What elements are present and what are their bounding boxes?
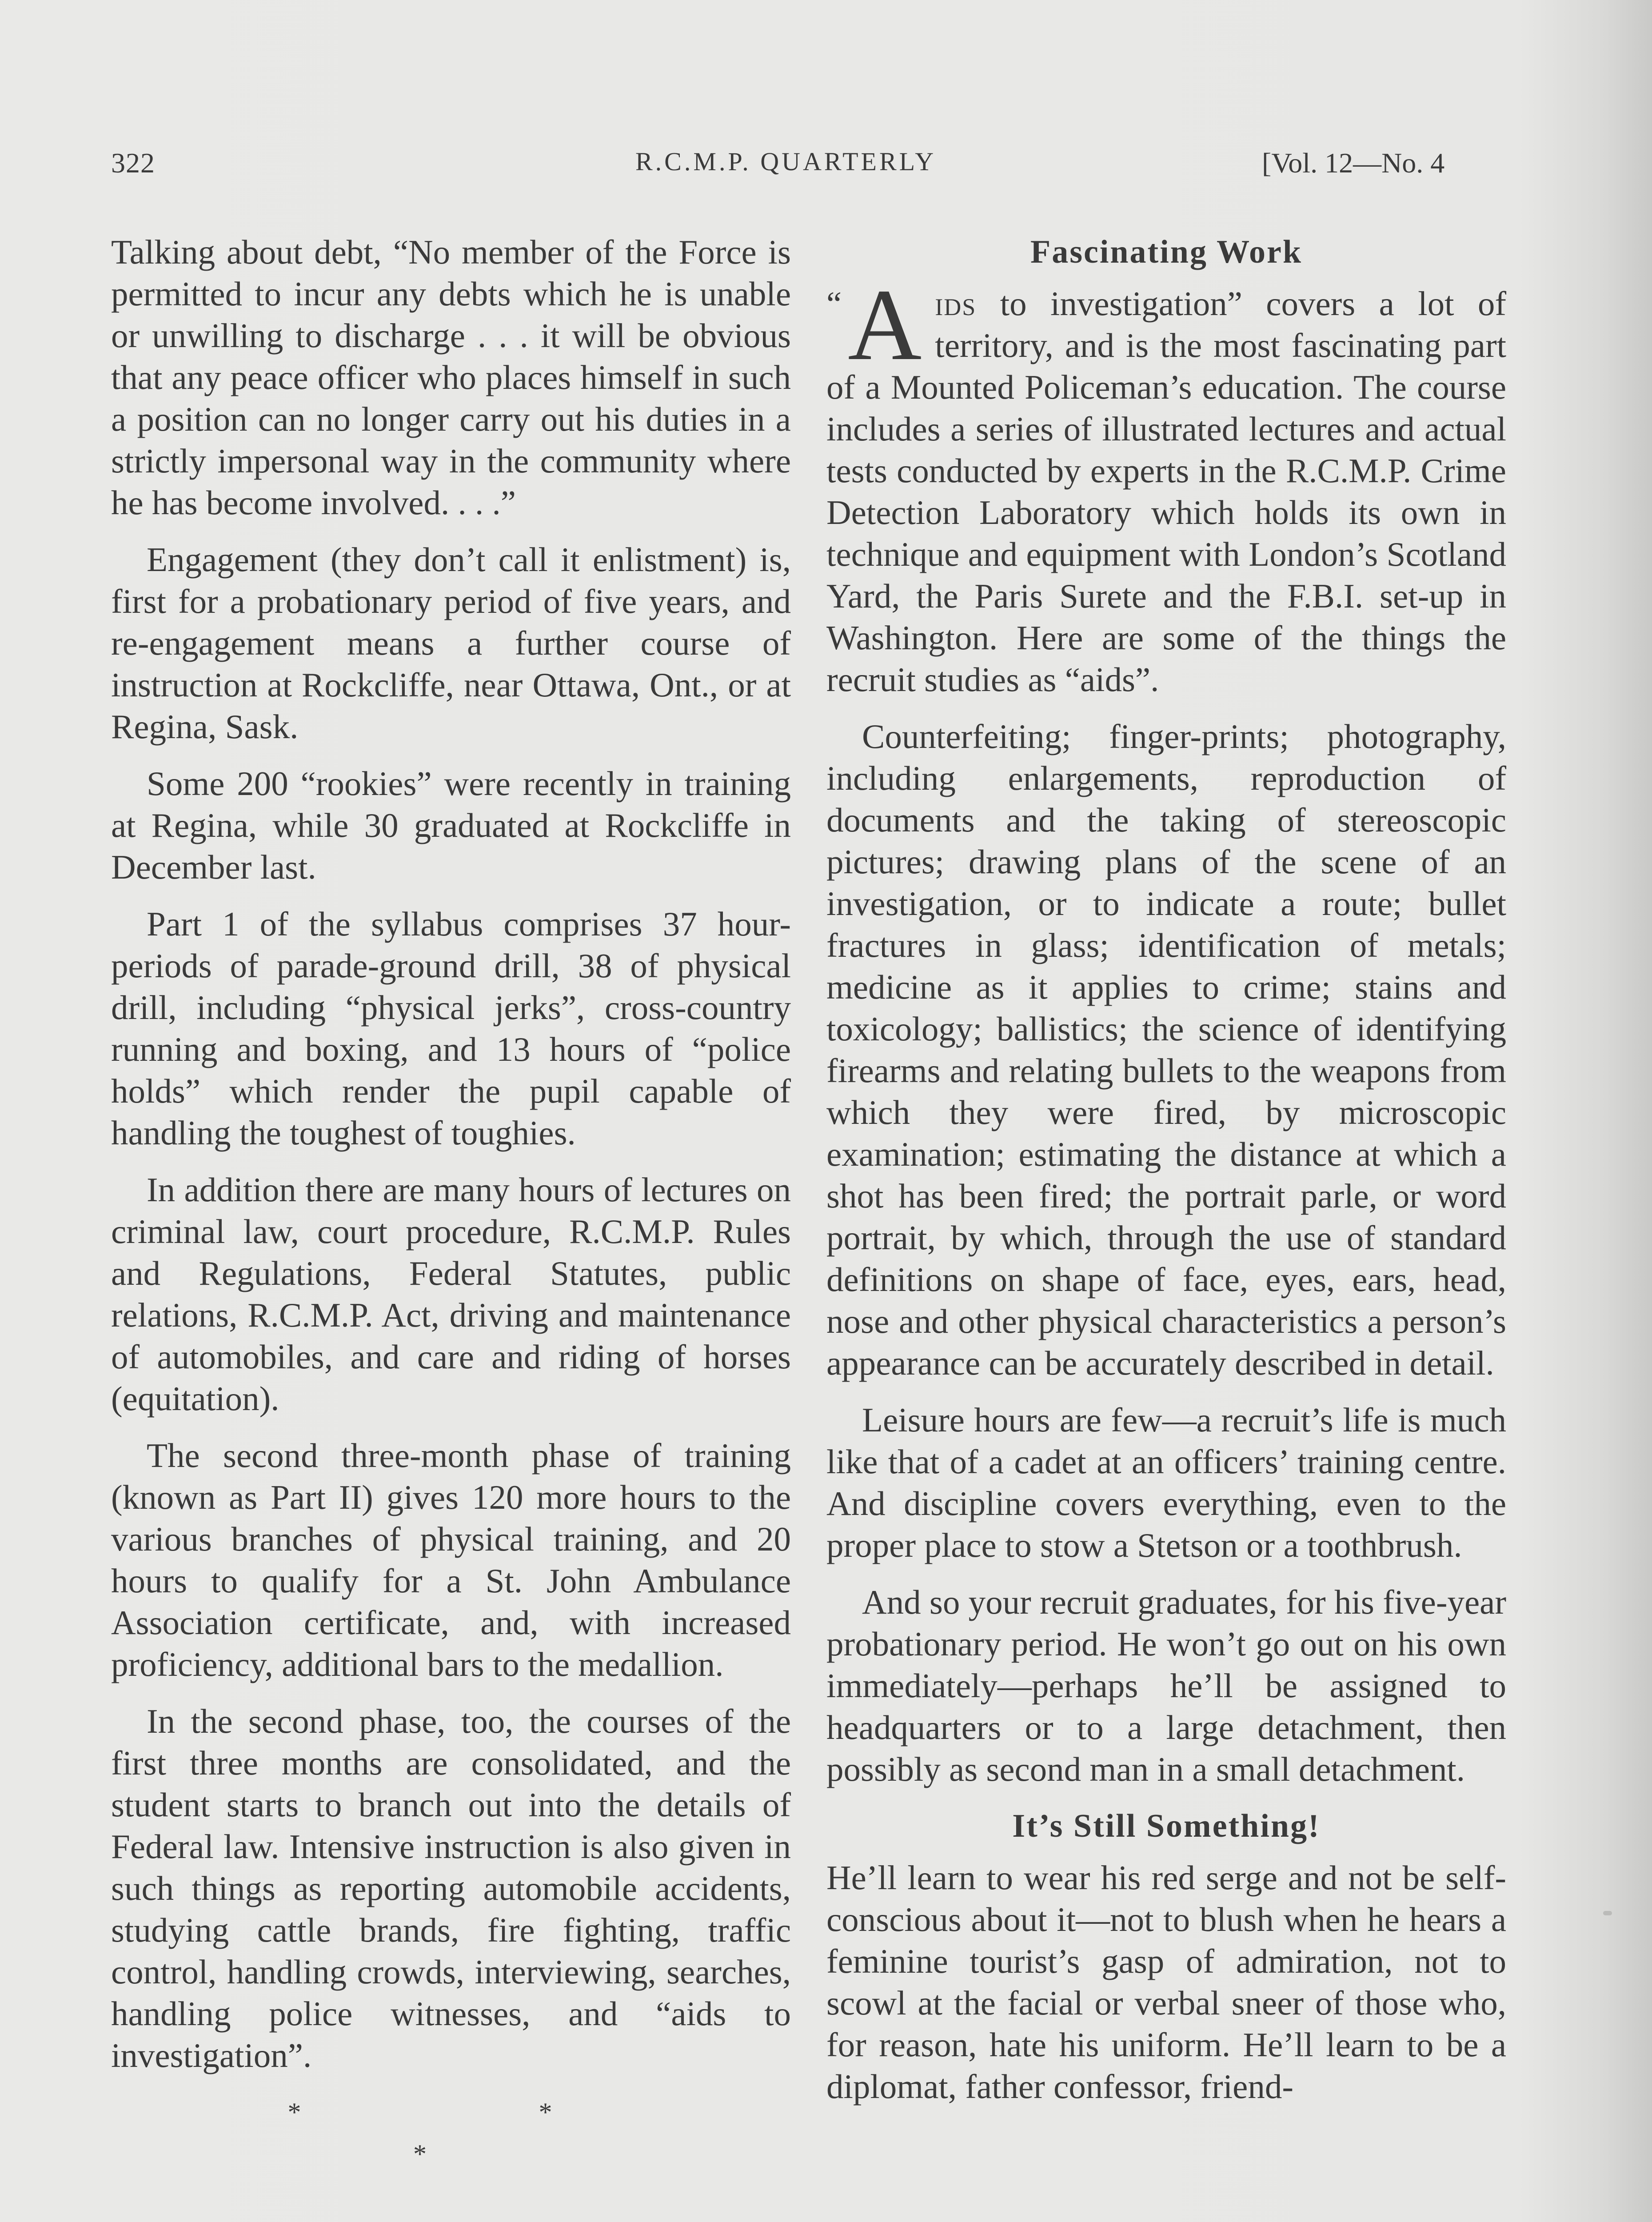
issue-label: [Vol. 12—No. 4	[1262, 147, 1445, 179]
paragraph: Part 1 of the syllabus comprises 37 hour-periods of parade-ground drill, 38 of physical drill, including “physical jerks”, cross-country running and boxing, and 13 hours of “police holds” which render the pupil capable of handling the toughest of toughies.	[111, 905, 791, 1152]
running-head	[0, 147, 1652, 187]
paragraph: Leisure hours are few—a recruit’s life is much like that of a cadet at an officers’ training centre. And discipline covers everything, even to the proper place to stow a Stetson or a toothbrush.	[826, 1401, 1506, 1564]
paragraph: The second three-month phase of training (known as Part II) gives 120 more hours to the various branches of physical training, and 20 hours to qualify for a St. John Ambulance Association certificate, and, with increased proficiency, additional bars to the medallion.	[111, 1436, 791, 1683]
paragraph: Engagement (they don’t call it enlistment) is, first for a probationary period of five years, and re-engagement means a further course of instruction at Rockcliffe, near Ottawa, Ont., or at Regina, Sask.	[111, 540, 791, 746]
paragraph: In addition there are many hours of lectures on criminal law, court procedure, R.C.M.P. Rules and Regulations, Federal Statutes, public relations, R.C.M.P. Act, driving and maintenance of automobiles, and care and riding of horses (equitation).	[111, 1171, 791, 1418]
lead-text: to investigation” covers a lot of territory, and is the most fascinating part of a Mounted Policeman’s education. The course includes a series of illustrated lectures and actual tests conducted by experts in the R.C.M.P. Crime Detection Laboratory which holds its own in technique and equipment with London’s Scotland Yard, the Paris Surete and the F.B.I. set-up in Washington. Here are some of the things the recruit studies as “aids”.	[826, 284, 1506, 699]
paragraph: He’ll learn to wear his red serge and not be self-conscious about it—not to blush when he hears a feminine tourist’s gasp of admiration, not to scowl at the facial or verbal sneer of those who, for reason, hate his uniform. He’ll learn to be a diplomat, father confessor, friend-	[826, 1858, 1506, 2106]
scan-speck	[1603, 1911, 1612, 1915]
paragraph: And so your recruit graduates, for his five-year probationary period. He won’t go out on his own immediately—perhaps he’ll be assigned to headquarters or to a large detachment, then possibly as second man in a small detachment.	[826, 1583, 1506, 1788]
paragraph: Some 200 “rookies” were recently in training at Regina, while 30 graduated at Rockcliffe in December last.	[111, 764, 791, 886]
drop-cap: A	[848, 268, 922, 381]
paragraph: Counterfeiting; finger-prints; photography, including enlargements, reproduction of documents and the taking of stereoscopic pictures; drawing plans of the scene of an investigation, or to indicate a route; bullet fractures in glass; identification of metals; medicine as it applies to crime; stains and toxicology; ballistics; the science of identifying firearms and relating bullets to the weapons from which they were fired, by microscopic examination; estimating the distance at which a shot has been fired; the portrait parle, or word portrait, by which, through the use of standard definitions on shape of face, eyes, ears, head, nose and other physical characteristics a person’s appearance can be accurately described in detail.	[826, 717, 1506, 1382]
lead-smallcaps: ids	[935, 284, 977, 323]
section-separator: * * *	[287, 2098, 668, 2169]
right-column	[826, 231, 1506, 2122]
paragraph: Talking about debt, “No member of the Force is permitted to incur any debts which he is unable or unwilling to discharge . . . it will be obvious that any peace officer who places himself in such a position can no longer carry out his duties in a strictly impersonal way in the community where he has become involved. . . .”	[111, 233, 791, 522]
open-quote-mark: “	[826, 284, 842, 323]
journal-title: R.C.M.P. QUARTERLY	[635, 147, 937, 176]
page-number: 322	[111, 147, 155, 179]
paragraph: In the second phase, too, the courses of the first three months are consolidated, and the student starts to branch out into the details of Federal law. Intensive instruction is also given in such things as reporting automobile accidents, studying cattle brands, fire fighting, traffic control, handling crowds, interviewing, searches, handling police witnesses, and “aids to investigation”.	[111, 1702, 791, 2074]
section-heading-fascinating-work: Fascinating Work	[1030, 234, 1302, 270]
lead-paragraph	[826, 268, 1506, 700]
section-heading-its-still-something: It’s Still Something!	[1012, 1808, 1321, 1844]
left-column	[111, 231, 791, 2190]
